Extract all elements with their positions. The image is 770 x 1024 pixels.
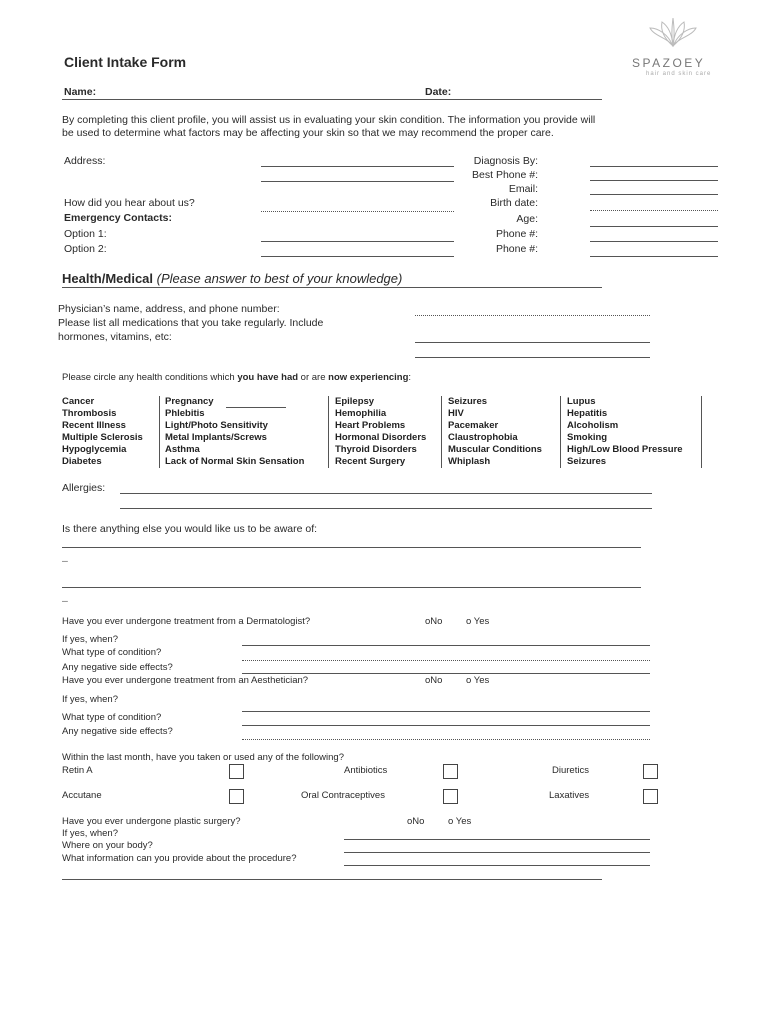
dash-mark: – [62,555,68,567]
address-field-1[interactable] [261,166,454,167]
condition-item[interactable]: Hormonal Disorders [335,432,427,443]
aesth-question: Have you ever undergone treatment from an Aesthetician? [62,675,309,686]
health-heading-rule [62,287,602,288]
email-field[interactable] [590,194,718,195]
condition-item[interactable]: Hepatitis [567,408,608,419]
plastic-info-field[interactable] [344,865,650,866]
condition-item[interactable]: Thrombosis [62,408,117,419]
oral-contraceptives-label: Oral Contraceptives [301,790,385,801]
name-label: Name: [64,86,97,98]
option2-label: Option 2: [64,243,107,255]
address-label: Address: [64,155,106,167]
antibiotics-label: Antibiotics [344,765,388,776]
medications-label-2: hormones, vitamins, etc: [58,331,172,343]
phone2-label: Phone #: [495,243,538,255]
diagnosis-field[interactable] [590,166,718,167]
condition-item[interactable]: Lupus [567,396,596,407]
condition-item[interactable]: Metal Implants/Screws [165,432,267,443]
meds-question: Within the last month, have you taken or used any of the following? [62,752,344,763]
condition-item[interactable]: Multiple Sclerosis [62,432,143,443]
date-label: Date: [425,86,452,98]
birth-date-label: Birth date: [490,197,538,209]
derm-when-label: If yes, when? [62,634,118,645]
health-heading-note: (Please answer to best of your knowledge) [156,271,403,286]
condition-item[interactable]: Recent Surgery [335,456,406,467]
retin-a-label: Retin A [62,765,93,776]
dash-mark: – [62,595,68,607]
derm-type-label: What type of condition? [62,647,162,658]
allergies-field-2[interactable] [120,508,652,509]
emergency-label: Emergency Contacts: [64,212,172,224]
phone2-field[interactable] [590,256,718,257]
condition-item[interactable]: Thyroid Disorders [335,444,417,455]
condition-item[interactable]: Muscular Conditions [448,444,542,455]
derm-yes-option[interactable]: o Yes [466,616,490,627]
pregnancy-blank[interactable] [226,407,286,408]
column-divider [701,396,702,468]
condition-item[interactable]: Seizures [448,396,488,407]
column-divider [560,396,561,468]
circle-instructions: Please circle any health conditions which you have had or are now experiencing: [62,372,412,383]
derm-side-label: Any negative side effects? [62,662,173,673]
condition-item[interactable]: Seizures [567,456,607,467]
option2-field[interactable] [261,256,454,257]
heard-label: How did you hear about us? [64,197,195,209]
aware-label: Is there anything else you would like us to be aware of: [62,523,318,535]
aesth-type-field[interactable] [242,725,650,726]
condition-item[interactable]: Epilepsy [335,396,375,407]
derm-type-field[interactable] [242,660,650,661]
conditions-col-3 [335,396,426,468]
phone1-label: Phone #: [495,228,538,240]
column-divider [159,396,160,468]
aesth-side-field[interactable] [242,739,650,740]
allergies-label: Allergies: [62,482,106,494]
plastic-when-label: If yes, when? [62,828,118,839]
page-title: Client Intake Form [64,54,187,70]
condition-item[interactable]: Diabetes [62,456,102,467]
aware-field-2[interactable] [62,587,641,588]
email-label: Email: [508,183,538,195]
retin-a-checkbox[interactable] [229,764,244,779]
physician-field[interactable] [415,315,650,316]
best-phone-label: Best Phone #: [472,169,538,181]
diuretics-label: Diuretics [552,765,589,776]
aesth-when-field[interactable] [242,711,650,712]
conditions-col-5 [567,396,683,468]
plastic-where-label: Where on your body? [62,840,153,851]
condition-item[interactable]: HIV [448,408,464,419]
name-date-line[interactable] [62,99,602,100]
derm-question: Have you ever undergone treatment from a Dermatologist? [62,616,311,627]
condition-item[interactable]: Asthma [165,444,200,455]
medications-field-2[interactable] [415,357,650,358]
health-heading-title: Health/Medical [62,271,154,286]
column-divider [328,396,329,468]
best-phone-field[interactable] [590,180,718,181]
option1-field[interactable] [261,241,454,242]
age-field[interactable] [590,226,718,227]
plastic-no-option[interactable]: oNo [407,816,425,827]
logo-tagline: hair and skin care [646,71,712,77]
condition-item[interactable]: Pregnancy [165,396,214,407]
condition-item[interactable]: Claustrophobia [448,432,518,443]
intro-line-1: By completing this client profile, you will assist us in evaluating your skin condition. The information you provide will [62,114,596,126]
aesth-type-label: What type of condition? [62,712,162,723]
laxatives-label: Laxatives [549,790,590,801]
condition-item[interactable]: Pacemaker [448,420,499,431]
oral-contraceptives-checkbox[interactable] [443,789,458,804]
allergies-field-1[interactable] [120,493,652,494]
condition-item[interactable]: Alcoholism [567,420,619,431]
aesth-when-label: If yes, when? [62,694,118,705]
condition-item[interactable]: Recent Illness [62,420,126,431]
condition-item[interactable]: Hemophilia [335,408,387,419]
diagnosis-label: Diagnosis By: [473,155,538,167]
heard-field[interactable] [261,211,454,212]
health-heading [62,271,402,286]
medications-label-1: Please list all medications that you take regularly. Include [58,317,324,329]
conditions-col-1 [62,396,143,468]
derm-side-field[interactable] [242,673,650,674]
derm-when-field[interactable] [242,645,650,646]
accutane-checkbox[interactable] [229,789,244,804]
condition-item[interactable]: Heart Problems [335,420,406,431]
aware-field-1[interactable] [62,547,641,548]
option1-label: Option 1: [64,228,107,240]
antibiotics-checkbox[interactable] [443,764,458,779]
condition-item[interactable]: High/Low Blood Pressure [567,444,683,455]
logo-text: SPAZOEY [632,56,706,70]
plastic-info-label: What information can you provide about the procedure? [62,853,297,864]
conditions-col-4 [448,396,542,468]
condition-item[interactable]: Hypoglycemia [62,444,127,455]
condition-item[interactable]: Lack of Normal Skin Sensation [165,456,305,467]
condition-item[interactable]: Phlebitis [165,408,205,419]
condition-item[interactable]: Whiplash [448,456,491,467]
lotus-logo-icon [648,14,698,50]
plastic-question: Have you ever undergone plastic surgery? [62,816,241,827]
aesth-no-option[interactable]: oNo [425,675,443,686]
plastic-when-field[interactable] [344,839,650,840]
accutane-label: Accutane [62,790,102,801]
condition-item[interactable]: Light/Photo Sensitivity [165,420,268,431]
diuretics-checkbox[interactable] [643,764,658,779]
condition-item[interactable]: Smoking [567,432,608,443]
phone1-field[interactable] [590,241,718,242]
column-divider [441,396,442,468]
plastic-yes-option[interactable]: o Yes [448,816,472,827]
aesth-side-label: Any negative side effects? [62,726,173,737]
age-label: Age: [516,213,538,225]
physician-label: Physician’s name, address, and phone number: [58,303,280,315]
intro-line-2: be used to determine what factors may be affecting your skin so that we may recommend the proper care. [62,127,554,139]
birth-date-field[interactable] [590,210,718,211]
derm-no-option[interactable]: oNo [425,616,443,627]
laxatives-checkbox[interactable] [643,789,658,804]
plastic-info-field-2[interactable] [62,879,602,880]
address-field-2[interactable] [261,181,454,182]
plastic-where-field[interactable] [344,852,650,853]
condition-item[interactable]: Cancer [62,396,95,407]
medications-field-1[interactable] [415,342,650,343]
aesth-yes-option[interactable]: o Yes [466,675,490,686]
